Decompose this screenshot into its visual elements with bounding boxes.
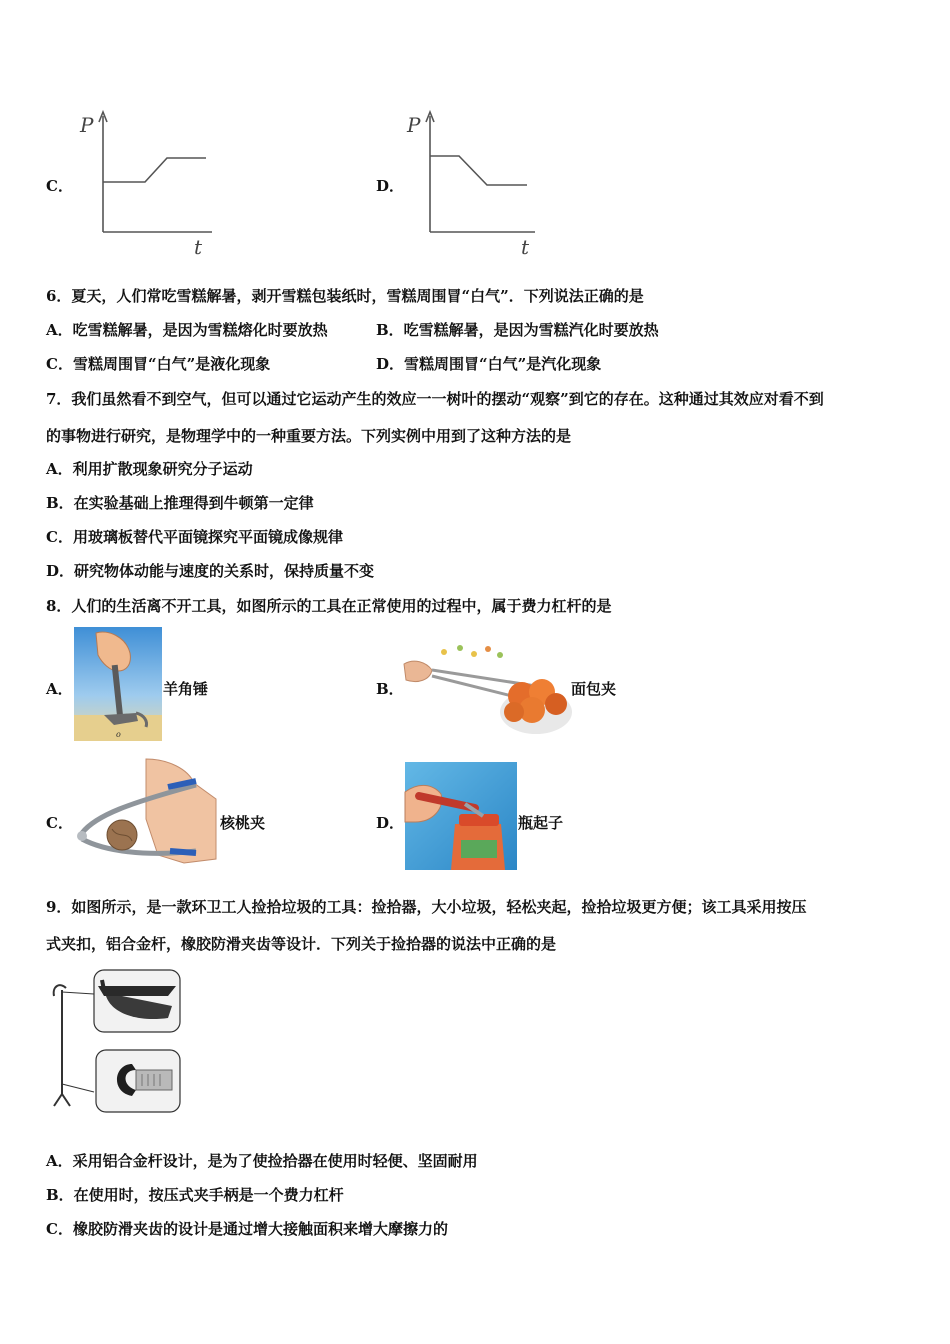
q8-stem: 8．人们的生活离不开工具，如图所示的工具在正常使用的过程中，属于费力杠杆的是 xyxy=(46,597,612,615)
claw-hammer-image xyxy=(74,627,162,741)
q7-stem-line2: 的事物进行研究，是物理学中的一种重要方法。下列实例中用到了这种方法的是 xyxy=(46,427,572,445)
q6-option-a[interactable]: A．吃雪糕解暑，是因为雪糕熔化时要放热 xyxy=(46,321,328,339)
q8-option-d-letter[interactable]: D． xyxy=(376,814,405,832)
q9-option-a[interactable]: A．采用铝合金杆设计，是为了使捡拾器在使用时轻便、坚固耐用 xyxy=(46,1152,478,1170)
q9-stem-line2: 式夹扣，铝合金杆，橡胶防滑夹齿等设计．下列关于捡拾器的说法中正确的是 xyxy=(46,935,557,953)
graph-d-y-label: P xyxy=(407,113,421,137)
q6-option-d[interactable]: D．雪糕周围冒“白气”是汽化现象 xyxy=(376,355,602,373)
q6-stem: 6．夏天，人们常吃雪糕解暑，剥开雪糕包装纸时，雪糕周围冒“白气”．下列说法正确的是 xyxy=(46,287,644,305)
q7-option-a[interactable]: A．利用扩散现象研究分子运动 xyxy=(46,460,253,478)
q8-option-b-name: 面包夹 xyxy=(571,680,617,698)
q9-stem-line1: 9．如图所示，是一款环卫工人捡拾垃圾的工具：捡拾器，大小垃圾，轻松夹起，捡拾垃圾更方便；该工具采用按压 xyxy=(46,898,807,916)
graph-d-curve xyxy=(430,156,527,185)
bread-tongs-image xyxy=(404,640,570,740)
q9-option-b[interactable]: B．在使用时，按压式夹手柄是一个费力杠杆 xyxy=(46,1186,344,1204)
q6-option-b[interactable]: B．吃雪糕解暑，是因为雪糕汽化时要放热 xyxy=(376,321,659,339)
bottle-opener-image xyxy=(405,762,517,870)
q8-option-c-name: 核桃夹 xyxy=(220,814,266,832)
q6-option-c[interactable]: C．雪糕周围冒“白气”是液化现象 xyxy=(46,355,271,373)
graph-c-curve xyxy=(103,158,206,182)
q7-stem-line1: 7．我们虽然看不到空气，但可以通过它运动产生的效应一一树叶的摆动“观察”到它的存在。这种通过其效应对看不到 xyxy=(46,390,824,408)
svg-text:o: o xyxy=(116,730,121,739)
q8-option-a-letter[interactable]: A． xyxy=(46,680,73,698)
graph-d-x-label: t xyxy=(521,235,530,259)
q7-option-c[interactable]: C．用玻璃板替代平面镜探究平面镜成像规律 xyxy=(46,528,343,546)
q8-option-c-letter[interactable]: C． xyxy=(46,814,73,832)
q8-option-b-letter[interactable]: B． xyxy=(376,680,404,698)
q7-option-d[interactable]: D．研究物体动能与速度的关系时，保持质量不变 xyxy=(46,562,375,580)
litter-picker-image xyxy=(48,966,188,1116)
graph-c-y-label: P xyxy=(80,113,94,137)
nutcracker-image xyxy=(76,759,218,871)
q9-option-c[interactable]: C．橡胶防滑夹齿的设计是通过增大接触面积来增大摩擦力的 xyxy=(46,1220,448,1238)
graph-c-label: C． xyxy=(46,177,73,195)
graph-d xyxy=(405,108,545,258)
graph-d-label: D． xyxy=(376,177,405,195)
graph-c xyxy=(78,108,218,258)
graph-c-x-label: t xyxy=(194,235,203,259)
q8-option-a-name: 羊角锤 xyxy=(163,680,209,698)
q8-option-d-name: 瓶起子 xyxy=(518,814,564,832)
q7-option-b[interactable]: B．在实验基础上推理得到牛顿第一定律 xyxy=(46,494,314,512)
